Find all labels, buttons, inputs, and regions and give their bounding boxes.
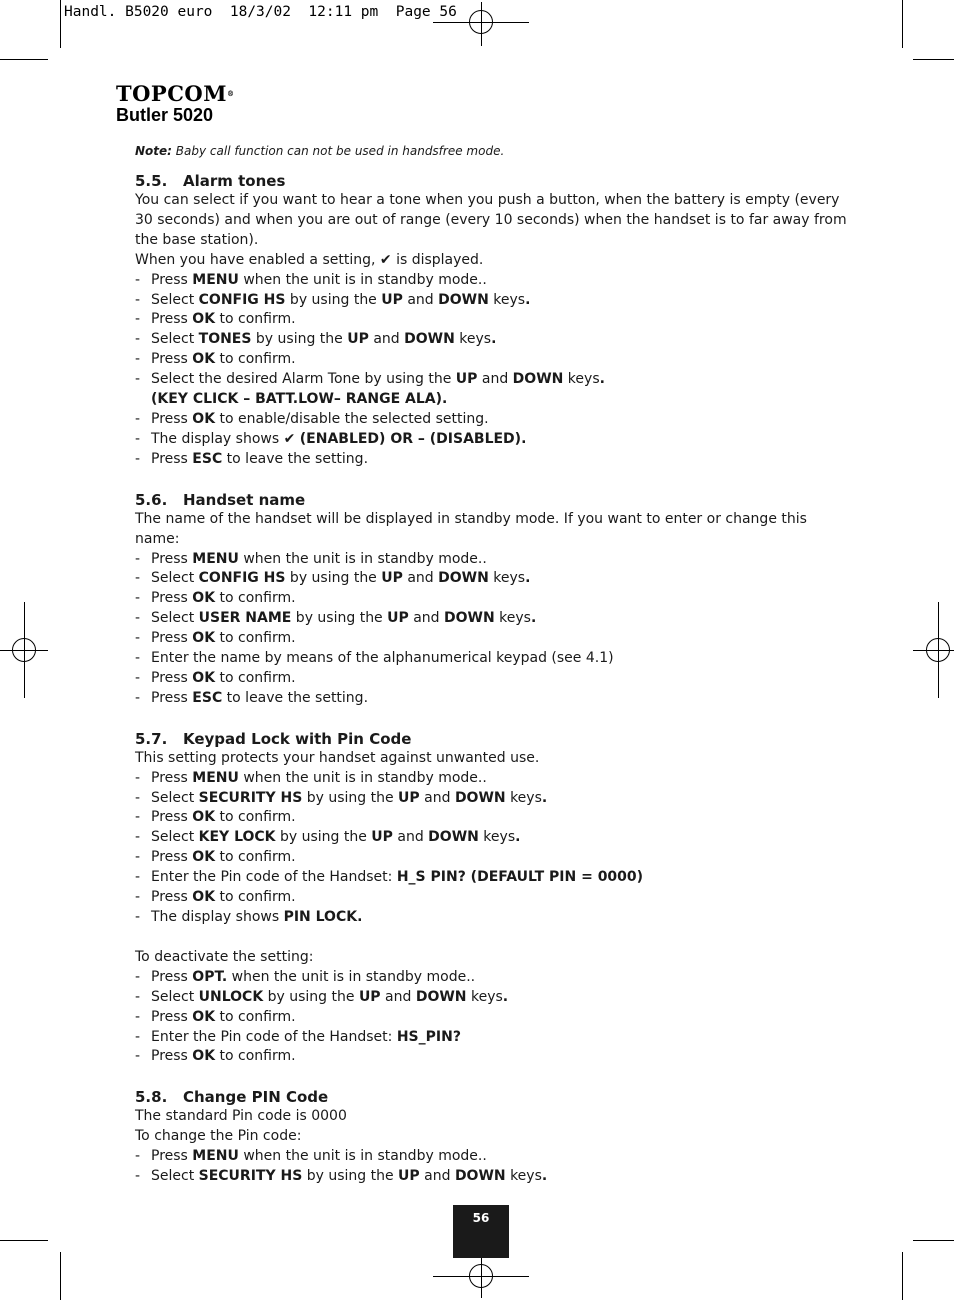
text: Press bbox=[151, 968, 193, 985]
text: by using the bbox=[285, 291, 382, 308]
text: Press bbox=[151, 450, 193, 467]
paragraph bbox=[135, 1127, 855, 1147]
step-item bbox=[135, 330, 855, 350]
text: to leave the setting. bbox=[222, 450, 369, 467]
text: Press bbox=[151, 1008, 193, 1025]
step-dash: - bbox=[135, 1168, 141, 1185]
text: Press bbox=[151, 630, 193, 647]
step-item bbox=[135, 769, 855, 789]
text: Press bbox=[151, 550, 193, 567]
step-dash: - bbox=[135, 809, 141, 826]
bold-text: (ENABLED) OR – (DISABLED). bbox=[299, 430, 527, 447]
step-item bbox=[135, 789, 855, 809]
text: when the unit is in standby mode.. bbox=[238, 1148, 487, 1165]
step-dash: - bbox=[135, 650, 141, 667]
step-item bbox=[135, 370, 855, 390]
bold-text: KEY LOCK bbox=[198, 829, 276, 846]
bold-text: MENU bbox=[192, 769, 239, 786]
text: to enable/disable the selected setting. bbox=[215, 410, 489, 427]
bold-text: DOWN bbox=[438, 291, 489, 308]
bold-text: TONES bbox=[198, 331, 252, 348]
text: The display shows ✔ bbox=[151, 430, 300, 447]
step-item bbox=[135, 828, 855, 848]
bold-text: DOWN bbox=[428, 829, 479, 846]
step-dash: - bbox=[135, 968, 141, 985]
bold-text: UP bbox=[398, 789, 420, 806]
step-dash: - bbox=[135, 371, 141, 388]
step-dash: - bbox=[135, 430, 141, 447]
text: Select bbox=[151, 829, 199, 846]
bold-text: . bbox=[599, 371, 605, 388]
step-item bbox=[135, 868, 855, 888]
text: Enter the name by means of the alphanumerical keypad (see 4.1) bbox=[151, 650, 614, 667]
text: keys bbox=[563, 371, 600, 388]
step-dash: - bbox=[135, 1028, 141, 1045]
bold-text: DOWN bbox=[454, 1168, 506, 1185]
text: Select bbox=[151, 988, 199, 1005]
step-item bbox=[135, 310, 855, 330]
text: Enter the Pin code of the Handset: bbox=[151, 1028, 397, 1045]
text: to confirm. bbox=[215, 669, 296, 686]
text: when the unit is in standby mode.. bbox=[238, 550, 487, 567]
text: by using the bbox=[285, 570, 382, 587]
step-dash: - bbox=[135, 1148, 141, 1165]
bold-text: OPT. bbox=[192, 968, 228, 985]
step-item bbox=[135, 609, 855, 629]
step-continuation bbox=[135, 390, 855, 410]
step-item bbox=[135, 649, 855, 669]
step-item bbox=[135, 1167, 855, 1187]
step-dash: - bbox=[135, 1048, 141, 1065]
step-item bbox=[135, 350, 855, 370]
text: to confirm. bbox=[215, 630, 296, 647]
step-item bbox=[135, 968, 855, 988]
step-item bbox=[135, 550, 855, 570]
text: and bbox=[477, 371, 513, 388]
text: You can select if you want to hear a tone when you push a button, when the battery is empty (every 30 seconds) and when you are out of range (every 10 seconds) when the handset is to far away from the base station). bbox=[135, 192, 847, 248]
step-item bbox=[135, 689, 855, 709]
text: Press bbox=[151, 889, 193, 906]
bold-text: . bbox=[541, 789, 548, 806]
step-item bbox=[135, 908, 855, 928]
step-item bbox=[135, 271, 855, 291]
section-number: 5.8. bbox=[135, 1088, 168, 1107]
crop-mark bbox=[913, 59, 954, 60]
crop-mark bbox=[60, 0, 61, 48]
bold-text: UP bbox=[455, 371, 478, 388]
bold-text: USER NAME bbox=[198, 610, 292, 627]
text: and bbox=[368, 331, 405, 348]
text: To change the Pin code: bbox=[135, 1128, 302, 1145]
topcom-logo: TOPCOM® bbox=[116, 81, 235, 106]
step-item bbox=[135, 988, 855, 1008]
bold-text: DOWN bbox=[454, 789, 506, 806]
text: by using the bbox=[251, 331, 348, 348]
text: keys bbox=[505, 1168, 542, 1185]
text: and bbox=[380, 988, 416, 1005]
step-item bbox=[135, 669, 855, 689]
text: Press bbox=[151, 769, 193, 786]
crop-mark bbox=[0, 1240, 48, 1241]
bold-text: OK bbox=[192, 809, 216, 826]
paragraph bbox=[135, 251, 855, 271]
text: and bbox=[402, 291, 439, 308]
bold-text: ESC bbox=[192, 450, 223, 467]
step-dash: - bbox=[135, 570, 141, 587]
text: Enter the Pin code of the Handset: bbox=[151, 869, 397, 886]
step-dash: - bbox=[135, 610, 141, 627]
bold-text: . bbox=[525, 570, 531, 587]
step-dash: - bbox=[135, 869, 141, 886]
step-dash: - bbox=[135, 291, 141, 308]
text: to leave the setting. bbox=[222, 689, 369, 706]
text: to confirm. bbox=[215, 849, 296, 866]
step-item bbox=[135, 848, 855, 868]
step-dash: - bbox=[135, 590, 141, 607]
text: to confirm. bbox=[215, 1008, 296, 1025]
section-title: Change PIN Code bbox=[183, 1088, 329, 1107]
step-dash: - bbox=[135, 331, 141, 348]
text: keys bbox=[466, 988, 503, 1005]
step-item bbox=[135, 291, 855, 311]
step-dash: - bbox=[135, 1008, 141, 1025]
text: Select bbox=[151, 789, 199, 806]
print-slug: Handl. B5020 euro 18/3/02 12:11 pm Page 56 bbox=[64, 4, 457, 20]
text: when the unit is in standby mode.. bbox=[238, 769, 487, 786]
step-dash: - bbox=[135, 789, 141, 806]
text: Press bbox=[151, 849, 193, 866]
bold-text: MENU bbox=[192, 1148, 239, 1165]
text: Press bbox=[151, 669, 193, 686]
step-dash: - bbox=[135, 988, 141, 1005]
step-dash: - bbox=[135, 849, 141, 866]
bold-text: . bbox=[525, 291, 531, 308]
text: by using the bbox=[263, 988, 359, 1005]
text: by using the bbox=[302, 1168, 399, 1185]
text: when the unit is in standby mode.. bbox=[238, 271, 487, 288]
bold-text: OK bbox=[192, 590, 216, 607]
text: to confirm. bbox=[215, 311, 296, 328]
sections bbox=[135, 171, 855, 1187]
bold-text: MENU bbox=[192, 271, 239, 288]
page-number: 56 bbox=[453, 1205, 509, 1258]
text: keys bbox=[505, 789, 542, 806]
paragraph bbox=[135, 948, 855, 968]
step-item bbox=[135, 410, 855, 430]
step-dash: - bbox=[135, 889, 141, 906]
text: Press bbox=[151, 410, 193, 427]
text: Press bbox=[151, 311, 193, 328]
text: Select the desired Alarm Tone by using the bbox=[151, 371, 456, 388]
bold-text: OK bbox=[192, 410, 216, 427]
bold-text: MENU bbox=[192, 550, 239, 567]
bold-text: . bbox=[491, 331, 497, 348]
paragraph bbox=[135, 510, 855, 550]
bold-text: ESC bbox=[192, 689, 223, 706]
section-heading bbox=[135, 1087, 855, 1107]
text: Press bbox=[151, 351, 193, 368]
bold-text: HS_PIN? bbox=[396, 1028, 461, 1045]
bold-text: . bbox=[515, 829, 521, 846]
step-dash: - bbox=[135, 271, 141, 288]
section-heading bbox=[135, 729, 855, 749]
text: Press bbox=[151, 271, 193, 288]
bold-text: OK bbox=[192, 630, 216, 647]
text: and bbox=[402, 570, 439, 587]
bold-text: OK bbox=[192, 1008, 216, 1025]
bold-text: PIN LOCK. bbox=[283, 909, 363, 925]
note-label: Note: bbox=[135, 144, 172, 158]
text: to confirm. bbox=[215, 1048, 296, 1065]
step-dash: - bbox=[135, 311, 141, 328]
step-dash: - bbox=[135, 689, 141, 706]
text: by using the bbox=[291, 610, 388, 627]
text: to confirm. bbox=[215, 889, 296, 906]
step-dash: - bbox=[135, 669, 141, 686]
bold-text: SECURITY HS bbox=[198, 789, 303, 806]
step-dash: - bbox=[135, 351, 141, 368]
step-item bbox=[135, 430, 855, 450]
section-heading bbox=[135, 490, 855, 510]
bold-text: . bbox=[502, 988, 509, 1005]
section-number: 5.6. bbox=[135, 490, 168, 509]
text: and bbox=[419, 789, 455, 806]
bold-text: UP bbox=[347, 331, 369, 348]
crop-mark bbox=[60, 1252, 61, 1300]
bold-text: OK bbox=[192, 1048, 216, 1065]
bold-text: OK bbox=[192, 311, 216, 328]
text: Press bbox=[151, 1148, 193, 1165]
bold-text: OK bbox=[192, 849, 216, 866]
text: and bbox=[408, 610, 445, 627]
bold-text: DOWN bbox=[444, 610, 495, 627]
text: by using the bbox=[275, 829, 372, 846]
bold-text: H_S PIN? (DEFAULT PIN = 0000) bbox=[396, 869, 644, 886]
section-title: Alarm tones bbox=[183, 172, 286, 190]
bold-text: UP bbox=[381, 570, 403, 587]
note bbox=[135, 142, 855, 160]
text: keys bbox=[478, 829, 516, 846]
bold-text: DOWN bbox=[404, 331, 455, 348]
step-item bbox=[135, 450, 855, 470]
step-dash: - bbox=[135, 909, 141, 925]
step-item bbox=[135, 1147, 855, 1167]
bold-text: UNLOCK bbox=[198, 988, 264, 1005]
crop-mark bbox=[902, 1252, 903, 1300]
bold-text: OK bbox=[192, 889, 216, 906]
text: To deactivate the setting: bbox=[135, 948, 314, 965]
manual-content bbox=[135, 142, 855, 1187]
bold-text: . bbox=[530, 610, 537, 627]
text: Select bbox=[151, 291, 199, 308]
step-item bbox=[135, 1047, 855, 1067]
text: Select bbox=[151, 1168, 199, 1185]
text: The display shows bbox=[151, 909, 284, 925]
paragraph bbox=[135, 191, 855, 251]
text: and bbox=[419, 1168, 455, 1185]
crop-mark bbox=[902, 0, 903, 48]
step-dash: - bbox=[135, 630, 141, 647]
step-dash: - bbox=[135, 829, 141, 846]
spacer bbox=[135, 928, 855, 948]
text: The standard Pin code is 0000 bbox=[135, 1108, 347, 1125]
section-title: Handset name bbox=[183, 490, 306, 509]
text: Press bbox=[151, 809, 193, 826]
text: Press bbox=[151, 1048, 193, 1065]
section-title: Keypad Lock with Pin Code bbox=[183, 729, 412, 748]
text: Press bbox=[151, 689, 193, 706]
bold-text: UP bbox=[381, 291, 403, 308]
bold-text: . bbox=[541, 1168, 548, 1185]
bold-text: UP bbox=[387, 610, 409, 627]
text: Select bbox=[151, 610, 199, 627]
paragraph bbox=[135, 1107, 855, 1127]
bold-text: SECURITY HS bbox=[198, 1168, 303, 1185]
text: keys bbox=[488, 570, 526, 587]
brand-header bbox=[116, 81, 235, 126]
text: keys bbox=[454, 331, 492, 348]
text: to confirm. bbox=[215, 351, 296, 368]
step-item bbox=[135, 1008, 855, 1028]
step-dash: - bbox=[135, 769, 141, 786]
step-dash: - bbox=[135, 450, 141, 467]
text: The name of the handset will be displayed in standby mode. If you want to enter or change this name: bbox=[135, 510, 807, 547]
text: This setting protects your handset against unwanted use. bbox=[135, 749, 540, 766]
bold-text: CONFIG HS bbox=[198, 570, 286, 587]
text: to confirm. bbox=[215, 809, 296, 826]
product-model: Butler 5020 bbox=[116, 105, 214, 125]
step-item bbox=[135, 888, 855, 908]
step-dash: - bbox=[135, 410, 141, 427]
step-dash: - bbox=[135, 550, 141, 567]
bold-text: DOWN bbox=[512, 371, 564, 388]
bold-text: DOWN bbox=[415, 988, 467, 1005]
note-text: Baby call function can not be used in handsfree mode. bbox=[171, 144, 505, 158]
text: When you have enabled a setting, ✔ is displayed. bbox=[135, 251, 484, 268]
step-item bbox=[135, 589, 855, 609]
text: keys bbox=[494, 610, 531, 627]
section-heading bbox=[135, 171, 855, 191]
text: Select bbox=[151, 570, 199, 587]
step-item bbox=[135, 1028, 855, 1048]
bold-text: UP bbox=[371, 829, 393, 846]
text: Select bbox=[151, 331, 199, 348]
text: when the unit is in standby mode.. bbox=[227, 968, 476, 985]
text: and bbox=[392, 829, 429, 846]
bold-text: (KEY CLICK – BATT.LOW– RANGE ALA). bbox=[151, 391, 448, 408]
bold-text: UP bbox=[358, 988, 381, 1005]
bold-text: DOWN bbox=[438, 570, 489, 587]
text: Press bbox=[151, 590, 193, 607]
bold-text: OK bbox=[192, 351, 216, 368]
paragraph bbox=[135, 749, 855, 769]
text: by using the bbox=[302, 789, 399, 806]
section-number: 5.5. bbox=[135, 172, 168, 190]
text: to confirm. bbox=[215, 590, 296, 607]
step-item bbox=[135, 808, 855, 828]
bold-text: OK bbox=[192, 669, 216, 686]
section-number: 5.7. bbox=[135, 729, 168, 748]
text: keys bbox=[488, 291, 526, 308]
crop-mark bbox=[0, 59, 48, 60]
crop-mark bbox=[913, 1240, 954, 1241]
step-item bbox=[135, 629, 855, 649]
bold-text: CONFIG HS bbox=[198, 291, 286, 308]
step-item bbox=[135, 569, 855, 589]
bold-text: UP bbox=[398, 1168, 420, 1185]
